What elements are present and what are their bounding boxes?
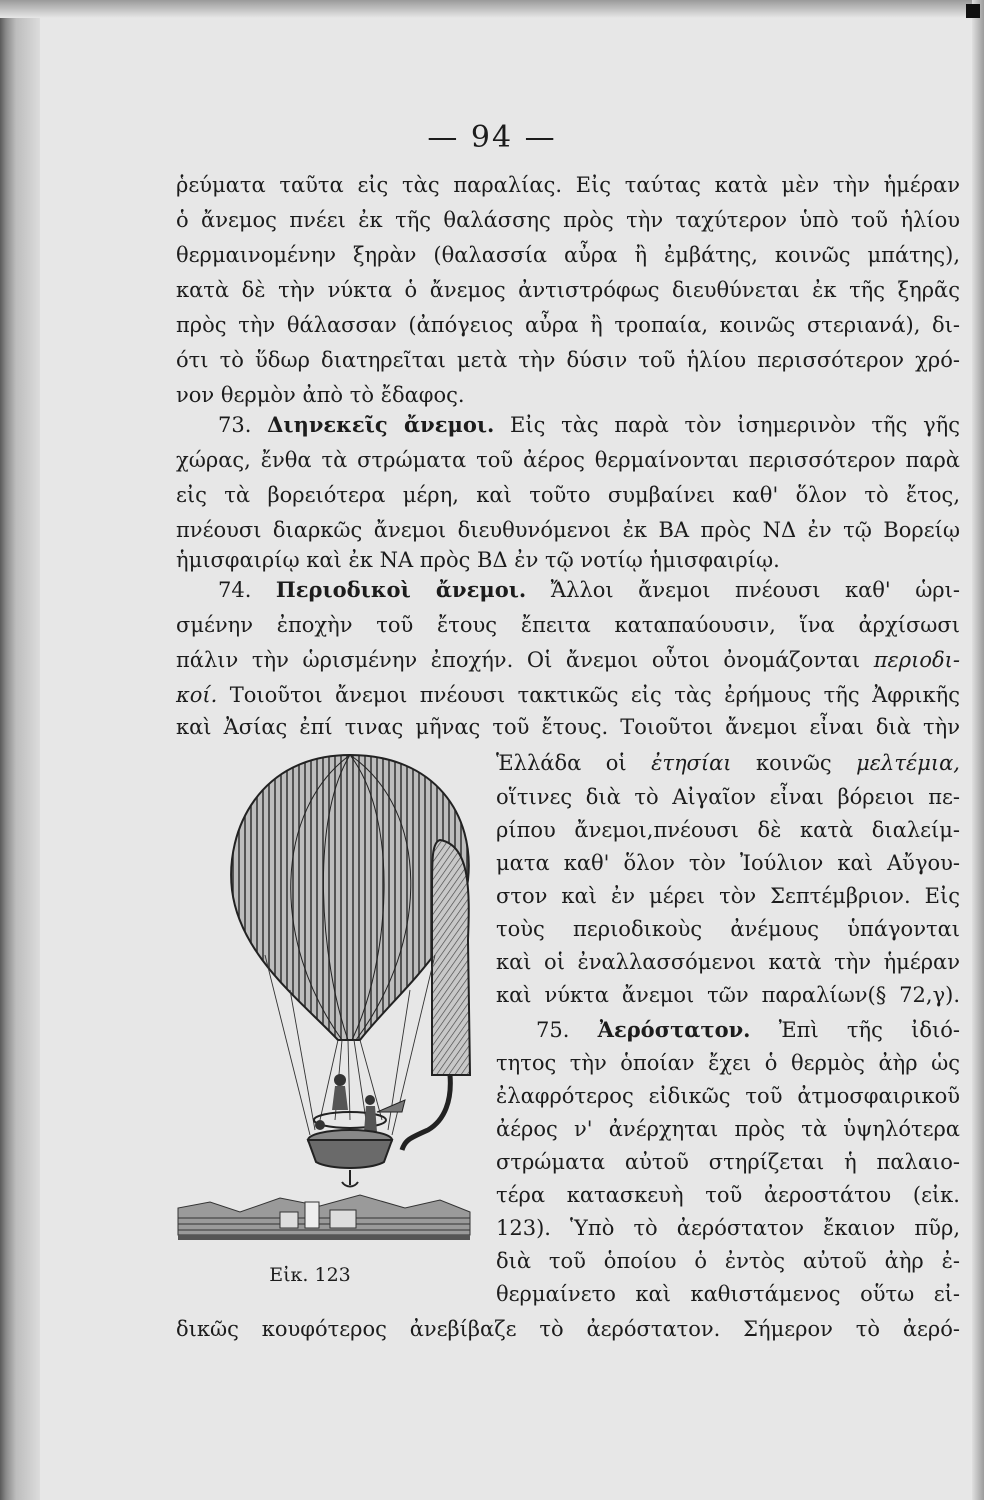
text-line: ἡμισφαιρίῳ καὶ ἐκ ΝΑ πρὸς ΒΔ ἐν τῷ νοτίῳ ἡμισφαιρίῳ. [176, 548, 780, 572]
text-span: Ἑλλάδα οἱ [496, 751, 652, 775]
text-line: δικῶς κουφότερος ἀνεβίβαζε τὸ ἀερόστατον. Σήμερον τὸ ἀερό- [176, 1317, 960, 1341]
text-line: πρὸς τὴν θάλασσαν (ἀπόγειος αὖρα ἢ τροπαία, κοινῶς στεριανά), δι- [176, 313, 960, 337]
text-line: οἵτινες διὰ τὸ Αἰγαῖον εἶναι βόρειοι πε- [496, 785, 960, 809]
section-74-first-line [218, 575, 960, 605]
text-line: στρώματα αὐτοῦ στηρίζεται ἡ παλαιο- [496, 1150, 960, 1174]
section-number: 75. [536, 1018, 570, 1042]
text-line: 123). Ὑπὸ τὸ ἀερόστατον ἔκαιον πῦρ, [496, 1216, 960, 1240]
page-binding-edge [0, 0, 40, 1500]
text-line: ἀέρος ν' ἀνέρχηται πρὸς τὰ ὑψηλότερα [496, 1117, 960, 1141]
italic-term: περιοδι- [873, 648, 960, 672]
text-line: ἐλαφρότερος εἰδικῶς τοῦ ἀτμοσφαιρικοῦ [496, 1084, 960, 1108]
text-line: πνέουσι διαρκῶς ἄνεμοι διευθυνόμενοι ἐκ ΒΑ πρὸς ΝΔ ἐν τῷ Βορείῳ [176, 518, 960, 542]
text-line: τητος τὴν ὁποίαν ἔχει ὁ θερμὸς ἀὴρ ὡς [496, 1051, 960, 1075]
section-text: Ἄλλοι ἄνεμοι πνέουσι καθ' ὡρι- [550, 578, 960, 602]
text-line: εἰς τὰ βορειότερα μέρη, καὶ τοῦτο συμβαίνει καθ' ὅλον τὸ ἔτος, [176, 483, 960, 507]
text-line: σμένην ἐποχὴν τοῦ ἔτους ἔπειτα καταπαύουσιν, ἵνα ἀρχίσωσι [176, 613, 960, 637]
section-title: Περιοδικοὶ ἄνεμοι. [275, 577, 527, 602]
text-line: τοὺς περιοδικοὺς ἀνέμους ὑπάγονται [496, 917, 960, 941]
text-line: τέρα κατασκευὴ τοῦ ἀεροστάτου (εἰκ. [496, 1183, 960, 1207]
text-line [176, 645, 960, 675]
text-line: ότι τὸ ὕδωρ διατηρεῖται μετὰ τὴν δύσιν τοῦ ἡλίου περισσότερον χρό- [176, 348, 960, 372]
text-line: κατὰ δὲ τὴν νύκτα ὁ ἄνεμος ἀντιστρόφως διευθύνεται ἐκ τῆς ξηρᾶς [176, 278, 960, 302]
page-right-edge [972, 0, 984, 1500]
text-line [176, 680, 960, 710]
text-line: θερμαινομένην ξηρὰν (θαλασσία αὖρα ἢ ἐμβάτης, κοινῶς μπάτης), [176, 243, 960, 267]
text-line: ρίπου ἄνεμοι,πνέουσι δὲ κατὰ διαλείμ- [496, 818, 960, 842]
text-line: καὶ νύκτα ἄνεμοι τῶν παραλίων(§ 72,γ). [496, 983, 960, 1007]
text-span: πάλιν τὴν ὡρισμένην ἐποχήν. Οἱ ἄνεμοι οὗτοι ὀνομάζονται [176, 648, 874, 672]
section-73-first-line [218, 410, 960, 440]
text-line: καὶ Ἀσίας ἐπί τινας μῆνας τοῦ ἔτους. Τοιοῦτοι ἄνεμοι εἶναι διὰ τὴν [176, 715, 960, 739]
section-text: Εἰς τὰς παρὰ τὸν ἰσημερινὸν τῆς γῆς [510, 413, 960, 437]
section-text: Ἐπὶ τῆς ἰδιό- [778, 1018, 960, 1042]
balloon-illustration [170, 740, 488, 1260]
balloon-tube [432, 840, 470, 1075]
landscape [178, 1195, 470, 1235]
text-line: διὰ τοῦ ὁποίου ὁ ἐντὸς αὐτοῦ ἀὴρ ἐ- [496, 1249, 960, 1273]
page-number: — 94 — [427, 120, 557, 155]
section-number: 74. [218, 578, 252, 602]
italic-term: μελτέμια, [856, 751, 960, 775]
text-span: κοινῶς [731, 751, 857, 775]
section-title: Διηνεκεῖς ἄνεμοι. [267, 412, 495, 437]
section-number: 73. [218, 413, 252, 437]
italic-term: ἐτησίαι [651, 751, 732, 775]
figure-caption: Εἰκ. 123 [269, 1264, 351, 1286]
section-75-first-line [536, 1015, 960, 1045]
text-line: χώρας, ἔνθα τὰ στρώματα τοῦ ἀέρος θερμαίνονται περισσότερον παρὰ [176, 448, 960, 472]
corner-mark [966, 4, 980, 18]
section-title: Ἀερόστατον. [597, 1017, 751, 1042]
text-line [496, 748, 960, 778]
text-line: θερμαίνετο καὶ καθιστάμενος οὕτω εἰ- [496, 1282, 960, 1306]
text-line: ὁ ἄνεμος πνέει ἐκ τῆς θαλάσσης πρὸς τὴν ταχύτερον ὑπὸ τοῦ ἡλίου [176, 208, 960, 232]
text-line: ῥεύματα ταῦτα εἰς τὰς παραλίας. Εἰς ταύτας κατὰ μὲν τὴν ἡμέραν [176, 173, 960, 197]
text-span: Τοιοῦτοι ἄνεμοι πνέουσι τακτικῶς εἰς τὰς ἐρήμους τῆς Ἀφρικῆς [217, 683, 960, 707]
text-line: νον θερμὸν ἀπὸ τὸ ἔδαφος. [176, 383, 465, 407]
text-line: καὶ οἱ ἐναλλασσόμενοι κατὰ τὴν ἡμέραν [496, 950, 960, 974]
italic-term: κοί. [176, 683, 218, 707]
text-line: στον καὶ ἐν μέρει τὸν Σεπτέμβριον. Εἰς [496, 884, 960, 908]
text-line: ματα καθ' ὅλον τὸν Ἰούλιον καὶ Αὔγου- [496, 851, 960, 875]
page-top-edge [0, 0, 984, 18]
